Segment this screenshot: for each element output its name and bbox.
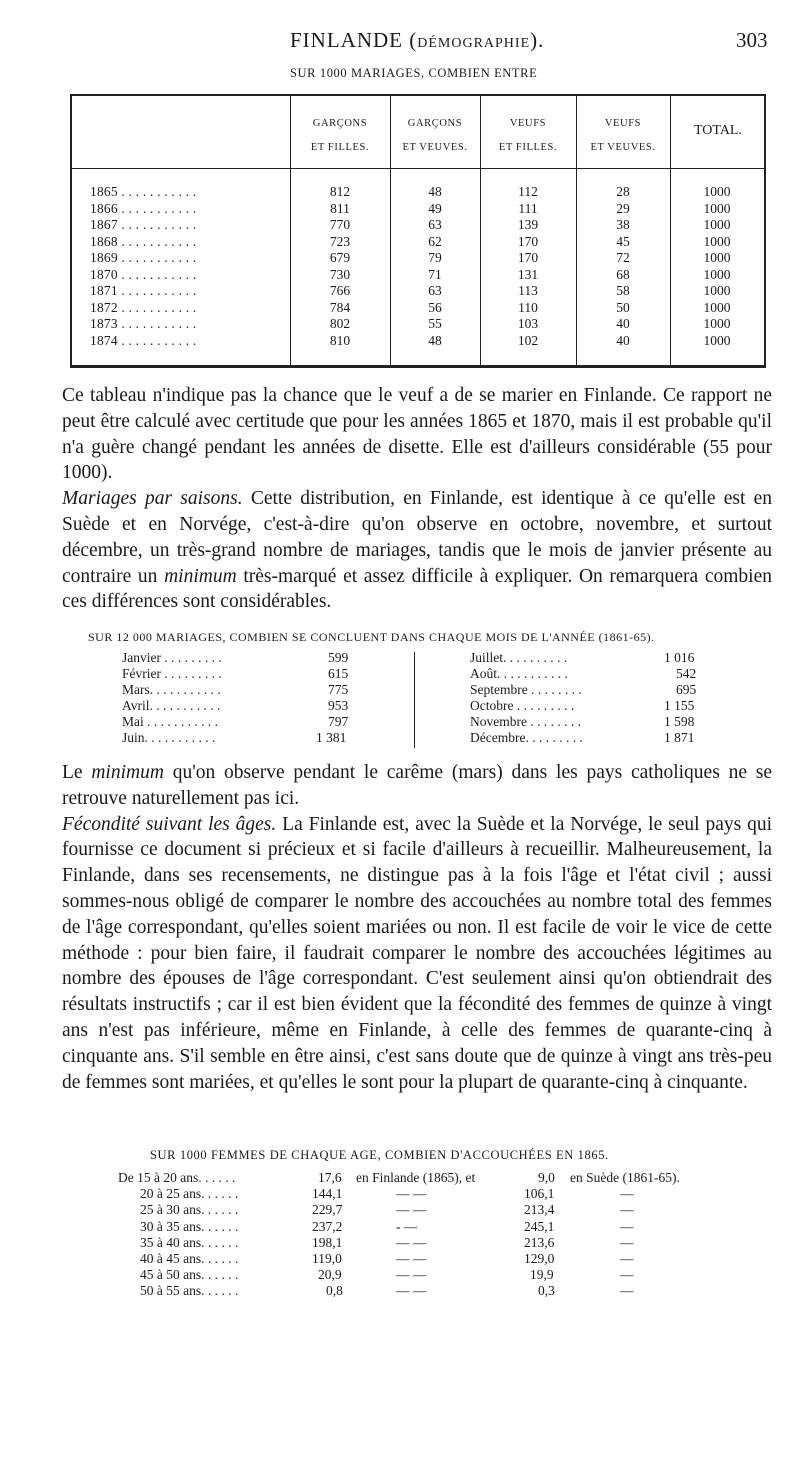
column-header-line: GARÇONS (407, 118, 463, 129)
body-text-block (62, 760, 772, 1095)
title-close: ). (530, 28, 545, 52)
emphasis: minimum (91, 762, 164, 783)
cell-value: 55 (428, 316, 442, 331)
cell-value: 103 (517, 316, 539, 331)
table-row (72, 333, 764, 350)
month-value: 615 (328, 666, 349, 681)
table-row (112, 1170, 732, 1186)
paragraph (62, 812, 772, 1096)
row-text: — — (396, 1267, 427, 1283)
finland-value: 237,2 (312, 1218, 343, 1234)
month-label: Décembre. . . . . . . . . (470, 730, 583, 745)
column-header-line: VEUFS (509, 118, 547, 129)
table-row (112, 1235, 732, 1251)
cell-value: 1000 (703, 233, 731, 249)
table-rule (414, 652, 415, 748)
paragraph-text: Cette distribution, en Finlande, est identique à ce qu'elle est en Suède et en Norvége, c'est-à-dire qu'on observe en octobre, novembre, et surtout décembre, un très-grand nombre de mariages, tandis que le mois de janvier présente au contraire un (62, 488, 772, 587)
month-label: Novembre . . . . . . . . (470, 714, 581, 729)
column-header-line: VEUFS (604, 118, 642, 129)
cell-value: 723 (329, 233, 351, 249)
finland-value: 20,9 (318, 1267, 342, 1283)
sweden-value: 9,0 (538, 1170, 555, 1185)
title-small-caps: DÉMOGRAPHIE (417, 36, 531, 51)
cell-value: 40 (616, 316, 630, 331)
marriages-by-month-table (118, 650, 718, 750)
month-label: Juin. . . . . . . . . . . (122, 730, 216, 745)
section-lead: Fécondité suivant les âges. (62, 813, 277, 835)
column-header-line: ET VEUVES. (402, 142, 468, 153)
cell-value: 102 (517, 332, 539, 348)
cell-value: 111 (518, 200, 538, 216)
row-year: 1866 . . . . . . . . . . . (90, 200, 197, 216)
row-year: 1873 . . . . . . . . . . . (90, 316, 197, 331)
cell-value: 56 (428, 299, 442, 315)
month-value: 1 598 (664, 714, 695, 729)
row-text: — — (396, 1283, 427, 1299)
month-value: 695 (676, 682, 697, 697)
row-year: 1867 . . . . . . . . . . . (90, 217, 197, 232)
month-label: Février . . . . . . . . . (122, 666, 222, 681)
sweden-value: 0,3 (538, 1283, 555, 1299)
column-header (390, 112, 480, 160)
finland-value: 198,1 (312, 1234, 343, 1250)
cell-value: 112 (518, 184, 538, 199)
running-head (0, 28, 800, 54)
table-row (112, 1283, 732, 1299)
age-label: 20 à 25 ans. . . . . . (140, 1186, 239, 1202)
column-header-line: ET FILLES. (498, 142, 558, 153)
cell-value: 71 (428, 266, 442, 282)
month-value: 775 (328, 682, 349, 697)
row-text: — (620, 1186, 634, 1202)
cell-value: 28 (616, 184, 630, 199)
sweden-value: 19,9 (530, 1267, 554, 1283)
row-text: — (620, 1202, 634, 1218)
sweden-value: 213,4 (524, 1202, 555, 1218)
table2-caption: SUR 12 000 MARIAGES, COMBIEN SE CONCLUENT DANS CHAQUE MOIS DE L'ANNÉE (1861-65). (88, 630, 655, 644)
cell-value: 63 (428, 217, 442, 232)
table-row (72, 184, 764, 201)
table-row (112, 1267, 732, 1283)
cell-value: 770 (329, 217, 351, 232)
cell-value: 72 (616, 250, 630, 265)
row-year: 1871 . . . . . . . . . . . (90, 283, 197, 298)
cell-value: 68 (616, 266, 630, 282)
cell-value: 131 (517, 266, 539, 282)
month-label: Janvier . . . . . . . . . (122, 650, 222, 665)
cell-value: 48 (428, 184, 442, 199)
month-value: 542 (676, 666, 697, 681)
table-row (112, 1202, 732, 1218)
age-label: 50 à 55 ans. . . . . . (140, 1283, 239, 1299)
paragraph-text: La Finlande est, avec la Suède et la Norvége, le seul pays qui fournisse ce document si précieux et si facile d'ailleurs à recueillir. Malheureusement, la Finlande, dans ses recensements, ne distingue pas à la fois l'âge et l'état civil ; aussi sommes-nous obligé de comparer le nombre des accouchées au nombre total des femmes de l'âge correspondant, qu'elles soient mariées ou non. Il est facile de voir le vice de cette méthode : pour bien faire, il faudrait comparer le nombre des accouchées légitimes au nombre des épouses de l'âge correspondant. C'est seulement ainsi qu'on obtiendrait des résultats instructifs ; car il est bien évident que la fécondité des femmes de quinze à vingt ans n'est pas inférieure, même en Finlande, à celle des femmes de quarante-cinq à cinquante ans. S'il semble en être ainsi, c'est sans doute que de quinze à vingt ans très-peu de femmes sont mariées, et qu'elles le sont pour la plupart de quarante-cinq à cinquante. (62, 813, 772, 1093)
cell-value: 79 (428, 250, 442, 265)
cell-value: 802 (329, 316, 351, 331)
sweden-value: 245,1 (524, 1218, 555, 1234)
cell-value: 45 (616, 233, 630, 249)
table1-body (72, 184, 764, 349)
column-header (576, 112, 670, 160)
paragraph (62, 486, 772, 615)
row-year: 1865 . . . . . . . . . . . (90, 184, 197, 199)
column-header-total: TOTAL. (693, 123, 742, 138)
row-year: 1868 . . . . . . . . . . . (90, 233, 197, 249)
sweden-value: 129,0 (524, 1250, 555, 1266)
row-text: en Suède (1861-65). (570, 1170, 680, 1185)
cell-value: 1000 (703, 283, 731, 298)
month-label: Octobre . . . . . . . . . (470, 698, 575, 713)
table-row (72, 300, 764, 317)
section-lead: Mariages par saisons. (62, 488, 243, 510)
month-label: Juillet. . . . . . . . . . (470, 650, 568, 665)
month-value: 953 (328, 698, 349, 713)
month-value: 1 871 (664, 730, 695, 745)
finland-value: 229,7 (312, 1202, 343, 1218)
row-year: 1872 . . . . . . . . . . . (90, 299, 197, 315)
cell-value: 63 (428, 283, 442, 298)
cell-value: 1000 (703, 200, 731, 216)
cell-value: 1000 (703, 184, 731, 199)
row-text: — — (396, 1202, 427, 1218)
finland-value: 17,6 (318, 1170, 342, 1185)
age-label: 40 à 45 ans. . . . . . (140, 1250, 239, 1266)
month-label: Septembre . . . . . . . . (470, 682, 582, 697)
age-label: 30 à 35 ans. . . . . . (140, 1218, 239, 1234)
finland-value: 144,1 (312, 1186, 343, 1202)
cell-value: 29 (616, 200, 630, 216)
table-row (72, 201, 764, 218)
cell-value: 113 (518, 283, 538, 298)
row-text: — (620, 1283, 634, 1299)
age-label: 25 à 30 ans. . . . . . (140, 1202, 239, 1218)
sweden-value: 106,1 (524, 1186, 555, 1202)
table-row (72, 250, 764, 267)
paragraph-text: très-marqué et assez difficile à expliquer. On remarquera combien ces différences sont considérables. (62, 565, 772, 613)
paragraph-text: qu'on observe pendant le carême (mars) dans les pays catholiques ne se retrouve naturellement pas ici. (62, 762, 772, 809)
paragraph: Ce tableau n'indique pas la chance que le veuf a de se marier en Finlande. Ce rapport ne peut être calculé avec certitude que pour les années 1865 et 1870, mais il est probable qu'il n'a guère changé pendant les années de disette. Elle est d'ailleurs considérable (55 pour 1000). (62, 385, 772, 484)
table-row (72, 283, 764, 300)
marriages-by-status-table (70, 94, 766, 368)
cell-value: 1000 (703, 316, 731, 331)
table-row (112, 1251, 732, 1267)
cell-value: 110 (518, 299, 538, 315)
cell-value: 1000 (703, 266, 731, 282)
cell-value: 1000 (703, 217, 731, 232)
month-label: Mai . . . . . . . . . . . (122, 714, 218, 729)
cell-value: 730 (329, 266, 351, 282)
finland-value: 119,0 (312, 1250, 342, 1266)
cell-value: 49 (428, 200, 442, 216)
cell-value: 170 (517, 250, 539, 265)
row-text: en Finlande (1865), et (356, 1170, 476, 1185)
column-header (480, 112, 576, 160)
month-label: Avril. . . . . . . . . . . (122, 698, 221, 713)
month-value: 1 155 (664, 698, 695, 713)
row-text: — (620, 1267, 634, 1283)
column-header-line: ET FILLES. (310, 142, 370, 153)
month-label: Mars. . . . . . . . . . . (122, 682, 221, 697)
age-label: 35 à 40 ans. . . . . . (140, 1234, 239, 1250)
table1-caption: SUR 1000 MARIAGES, COMBIEN ENTRE (290, 66, 538, 80)
fecundity-by-age-table (112, 1170, 732, 1300)
table-row (72, 217, 764, 234)
row-year: 1874 . . . . . . . . . . . (90, 332, 197, 348)
table-row (112, 1219, 732, 1235)
month-label: Août. . . . . . . . . . . (470, 666, 568, 681)
cell-value: 679 (329, 250, 351, 265)
title-main: FINLANDE ( (290, 28, 418, 52)
cell-value: 1000 (703, 250, 731, 265)
finland-value: 0,8 (326, 1283, 343, 1299)
row-text: — (620, 1234, 634, 1250)
table-row (72, 267, 764, 284)
month-value: 1 381 (316, 730, 347, 745)
row-text: — — (396, 1250, 427, 1266)
column-header (290, 112, 390, 160)
row-text: - — (396, 1218, 418, 1234)
emphasis: minimum (164, 565, 237, 587)
page-title (290, 28, 544, 53)
cell-value: 48 (428, 332, 442, 348)
age-label: 45 à 50 ans. . . . . . (140, 1267, 239, 1283)
cell-value: 784 (329, 299, 351, 315)
cell-value: 170 (517, 233, 539, 249)
row-text: — — (396, 1186, 427, 1202)
table-row (112, 1186, 732, 1202)
cell-value: 811 (330, 200, 350, 216)
page-number: 303 (736, 28, 768, 52)
month-value: 797 (328, 714, 349, 729)
row-text: — (620, 1218, 634, 1234)
row-text: — (620, 1250, 634, 1266)
row-text: — — (396, 1234, 427, 1250)
column-header-line: ET VEUVES. (590, 142, 656, 153)
column-header-line: GARÇONS (312, 118, 368, 129)
table-header-rule (72, 168, 764, 169)
age-label: De 15 à 20 ans. . . . . . (118, 1170, 236, 1185)
paragraph (62, 760, 772, 812)
cell-value: 62 (428, 233, 442, 249)
row-year: 1870 . . . . . . . . . . . (90, 266, 197, 282)
cell-value: 50 (616, 299, 630, 315)
cell-value: 812 (329, 184, 351, 199)
table3-caption: SUR 1000 FEMMES DE CHAQUE AGE, COMBIEN D'ACCOUCHÉES EN 1865. (150, 1148, 609, 1162)
table-row (72, 316, 764, 333)
month-value: 599 (328, 650, 349, 665)
cell-value: 810 (329, 332, 351, 348)
month-value: 1 016 (664, 650, 695, 665)
cell-value: 38 (616, 217, 630, 232)
cell-value: 139 (517, 217, 539, 232)
table-row (72, 234, 764, 251)
cell-value: 1000 (703, 332, 731, 348)
cell-value: 1000 (703, 299, 731, 315)
cell-value: 58 (616, 283, 630, 298)
row-year: 1869 . . . . . . . . . . . (90, 250, 197, 265)
cell-value: 40 (616, 332, 630, 348)
body-text-block (62, 383, 772, 615)
paragraph-text: Le (62, 762, 92, 783)
cell-value: 766 (329, 283, 351, 298)
sweden-value: 213,6 (524, 1234, 555, 1250)
